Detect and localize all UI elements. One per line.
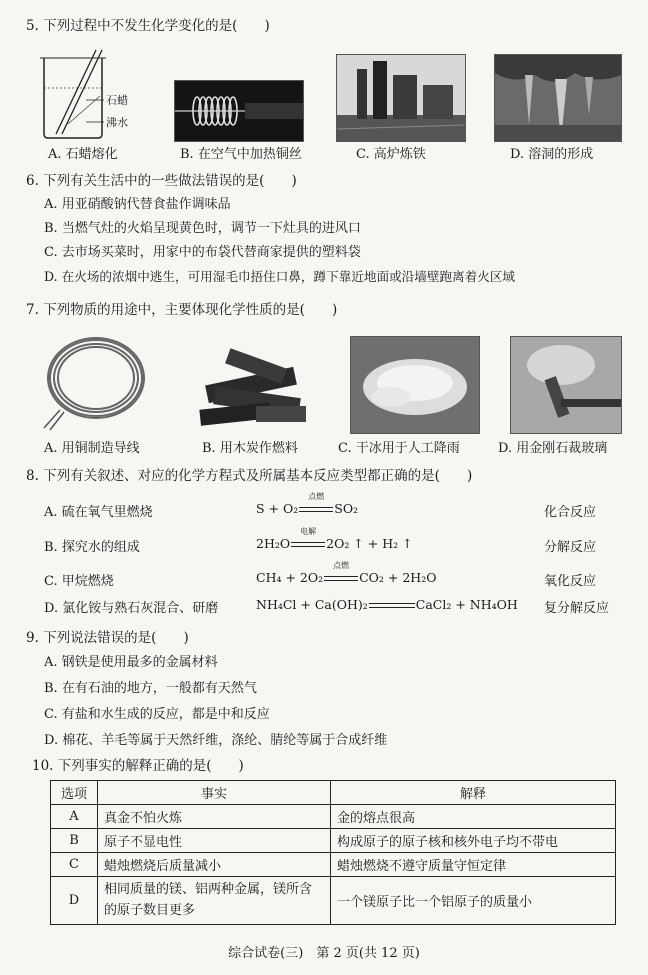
- q7-option-a: A. 用铜制造导线: [44, 441, 140, 456]
- q7-option-d: D. 用金刚石裁玻璃: [498, 441, 608, 456]
- equation-lhs: S + O₂: [256, 501, 299, 516]
- q8-row-b-equation: [256, 527, 413, 551]
- copper-coil-photo: [174, 80, 304, 142]
- equation-condition: 电解: [300, 527, 317, 536]
- q6-option-c: C. 去市场买菜时，用家中的布袋代替商家提供的塑料袋: [44, 245, 361, 260]
- table-header-row: [51, 781, 616, 805]
- q9-option-d: D. 棉花、羊毛等属于天然纤维，涤纶、腈纶等属于合成纤维: [44, 733, 388, 748]
- cell-option: B: [51, 829, 98, 853]
- charcoal-photo: [196, 336, 312, 432]
- cell-explanation: 一个镁原子比一个铝原子的质量小: [331, 877, 616, 925]
- page-footer: 综合试卷(三) 第 2 页(共 12 页): [228, 946, 420, 961]
- cell-option: C: [51, 853, 98, 877]
- equation-lhs: CH₄ + 2O₂: [256, 570, 324, 585]
- q8-row-a-type: 化合反应: [544, 505, 597, 520]
- cell-fact: 原子不显电性: [98, 829, 331, 853]
- equation-rhs: 2O₂ ↑ + H₂ ↑: [326, 536, 413, 551]
- q8-row-d-desc: D. 氯化铵与熟石灰混合、研磨: [44, 601, 219, 616]
- equation-condition: 点燃: [308, 492, 325, 501]
- equation-condition: 点燃: [333, 561, 350, 570]
- beaker-label-water: 沸水: [106, 116, 128, 129]
- q7-option-c: C. 干冰用于人工降雨: [338, 441, 460, 456]
- q8-row-b-type: 分解反应: [544, 540, 597, 555]
- q6-option-a: A. 用亚硝酸钠代替食盐作调味品: [44, 197, 231, 212]
- q8-row-c-desc: C. 甲烷燃烧: [44, 574, 114, 589]
- table-row: [51, 853, 616, 877]
- q9-option-a: A. 钢铁是使用最多的金属材料: [44, 655, 218, 670]
- equation-lhs: NH₄Cl + Ca(OH)₂: [256, 597, 368, 612]
- beaker-label-wax: 石蜡: [106, 94, 128, 107]
- header-explanation: 解释: [331, 781, 616, 805]
- table-row: [51, 805, 616, 829]
- cell-fact: 相同质量的镁、铝两种金属，镁所含的原子数目更多: [98, 877, 331, 925]
- header-fact: 事实: [98, 781, 331, 805]
- cell-option: A: [51, 805, 98, 829]
- q8-row-d-equation: [256, 597, 518, 612]
- q8-row-a-desc: A. 硫在氧气里燃烧: [44, 505, 153, 520]
- equation-rhs: CO₂ + 2H₂O: [359, 570, 437, 585]
- dry-ice-photo: [350, 336, 480, 434]
- q6-option-b: B. 当燃气灶的火焰呈现黄色时，调节一下灶具的进风口: [44, 221, 361, 236]
- q5-option-c: C. 高炉炼铁: [356, 147, 426, 162]
- q5-option-b: B. 在空气中加热铜丝: [180, 147, 302, 162]
- glass-cutter-photo: [510, 336, 622, 434]
- header-option: 选项: [51, 781, 98, 805]
- q8-stem: 8. 下列有关叙述、对应的化学方程式及所属基本反应类型都正确的是( ): [26, 468, 473, 484]
- q10-stem: 10. 下列事实的解释正确的是( ): [32, 758, 244, 774]
- q8-row-d-type: 复分解反应: [544, 601, 610, 616]
- equation-rhs: CaCl₂ + NH₄OH: [415, 597, 518, 612]
- cell-fact: 真金不怕火炼: [98, 805, 331, 829]
- copper-wire-photo: [40, 330, 152, 434]
- q9-option-c: C. 有盐和水生成的反应，都是中和反应: [44, 707, 270, 722]
- q5-option-a: A. 石蜡熔化: [48, 147, 118, 162]
- q9-stem: 9. 下列说法错误的是( ): [26, 630, 189, 646]
- q5-stem: 5. 下列过程中不发生化学变化的是( ): [26, 18, 270, 34]
- q9-option-b: B. 在有石油的地方，一般都有天然气: [44, 681, 257, 696]
- q8-row-c-type: 氧化反应: [544, 574, 597, 589]
- table-row: [51, 877, 616, 925]
- q8-row-c-equation: [256, 561, 437, 585]
- q5-option-d: D. 溶洞的形成: [510, 147, 594, 162]
- q7-option-b: B. 用木炭作燃料: [202, 441, 298, 456]
- q6-stem: 6. 下列有关生活中的一些做法错误的是( ): [26, 173, 297, 189]
- equation-lhs: 2H₂O: [256, 536, 291, 551]
- q8-row-a-equation: [256, 492, 359, 516]
- q10-table: [50, 780, 616, 925]
- q6-option-d: D. 在火场的浓烟中逃生，可用湿毛巾捂住口鼻，蹲下靠近地面或沿墙壁跑离着火区域: [44, 269, 516, 284]
- cell-option: D: [51, 877, 98, 925]
- q8-row-b-desc: B. 探究水的组成: [44, 540, 140, 555]
- cell-explanation: 金的熔点很高: [331, 805, 616, 829]
- cell-fact: 蜡烛燃烧后质量减小: [98, 853, 331, 877]
- table-row: [51, 829, 616, 853]
- q7-stem: 7. 下列物质的用途中，主要体现化学性质的是( ): [26, 302, 338, 318]
- equation-rhs: SO₂: [334, 501, 359, 516]
- cave-photo: [494, 54, 622, 142]
- cell-explanation: 蜡烛燃烧不遵守质量守恒定律: [331, 853, 616, 877]
- cell-explanation: 构成原子的原子核和核外电子均不带电: [331, 829, 616, 853]
- beaker-diagram: [34, 44, 154, 140]
- blast-furnace-photo: [336, 54, 466, 142]
